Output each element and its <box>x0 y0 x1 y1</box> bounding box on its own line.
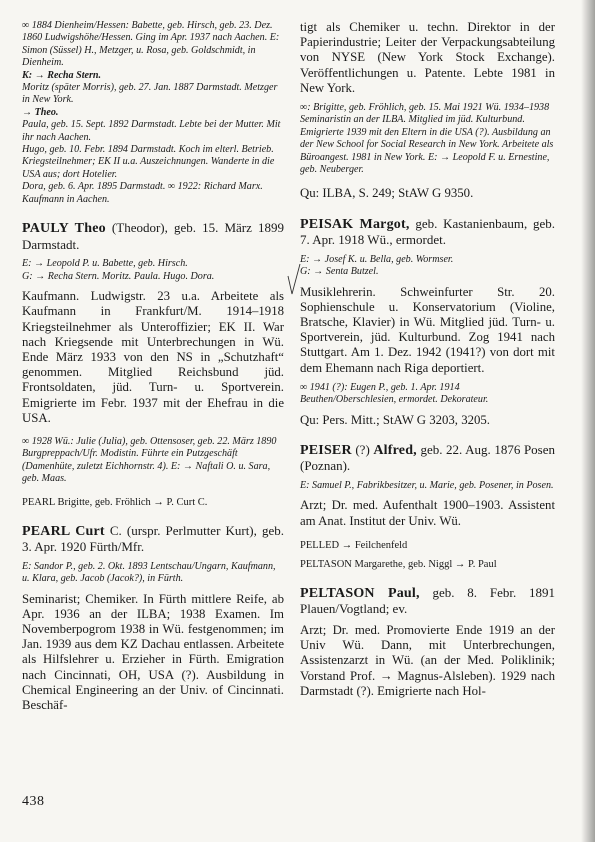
entry-body: Arzt; Dr. med. Promovierte Ende 1919 an der Univ Wü. Dann, mit Unterbrechungen, Assistenzarzt in Wü. (an der Med. Poliklinik; Vorstand Prof. → Magnus-Alsleben). 1929 nach Darmstadt (?). Emigrierte nach Hol- <box>300 623 555 698</box>
marriage-line: ∞ 1941 (?): Eugen P., geb. 1. Apr. 1914 Beuthen/Oberschlesien, ermordet. Dekorateur. <box>300 381 489 406</box>
entry-body: Arzt; Dr. med. Aufenthalt 1900–1903. Assistent am Anat. Institut der Univ. Wü. <box>300 498 555 528</box>
entry-dates: geb. Kastanienbaum, geb. 7. Apr. 1918 Wü., ermordet. <box>300 215 556 248</box>
entry-heading-pauly <box>22 220 284 252</box>
parents-line: E: → Leopold P. u. Babette, geb. Hirsch. <box>22 258 188 270</box>
child-theo: → Theo. <box>22 106 59 118</box>
child-dora: Dora, geb. 6. Apr. 1895 Darmstadt. ∞ 1922: Richard Marx. Kaufmann in Aachen. <box>22 181 263 205</box>
left-column <box>22 20 284 713</box>
siblings-line: G: → Senta Butzel. <box>300 266 379 278</box>
entry-body: Kaufmann. Ludwigstr. 23 u.a. Arbeitete als Kaufmann in Frankfurt/M. 1914–1918 Kriegsteilnehmer als Unteroffizier; EK II. War nach Kriegsende mit Unterbrechungen in Wü. Ende März 1933 von den NS in „Schutzhaft“ genommen. Mitglied Reichsbund jüd. Frontsoldaten, jüd. Turn- u. Sportverein. Emigrierte im Febr. 1937 mit der Ehefrau in die USA. <box>22 289 284 425</box>
child-hugo: Hugo, geb. 10. Febr. 1894 Darmstadt. Koch im elterl. Betrieb. Kriegsteilnehmer; EK II u.a. Auszeichnungen. Wanderte in die USA aus; dort Hotelier. <box>22 144 275 180</box>
entry-name: PAULY Theo <box>22 221 106 237</box>
parents-line: E: Sandor P., geb. 2. Okt. 1893 Lentschau/Ungarn, Kaufmann, u. Klara, geb. Jacob (Jacok?), in Fürth. <box>22 560 276 585</box>
entry-name: PEISAK Margot, <box>300 216 410 232</box>
source-line: Qu: Pers. Mitt.; StAW G 3203, 3205. <box>300 412 490 427</box>
right-column <box>300 20 555 699</box>
entry-heading-peiser <box>300 442 555 474</box>
source-line: Qu: ILBA, S. 249; StAW G 9350. <box>300 186 474 201</box>
entry-body: Seminarist; Chemiker. In Fürth mittlere Reife, ab Apr. 1936 an der ILBA; 1938 Examen. Im Novemberpogrom 1938 in Wü. festgenommen; im Jan. 1939 aus dem KZ Dachau entlassen. Arbeitete als Hilfslehrer u. Erzieher in Fürth. Emigration nach Cincinnati, OH, USA (?). Ausbildung in Chemical Engineering an der Univ. of Cincinnati. Beschäf- <box>22 591 284 712</box>
parents-line: E: Samuel P., Fabrikbesitzer, u. Marie, geb. Posener, in Posen. <box>300 480 554 492</box>
entry-dates: C. (urspr. Perlmutter Kurt), geb. 3. Apr. 1920 Fürth/Mfr. <box>22 522 284 555</box>
entry-given-name: Alfred, <box>373 442 417 458</box>
entry-note: (?) <box>351 441 374 457</box>
cross-reference: PELTASON Margarethe, geb. Niggl → P. Paul <box>300 558 497 570</box>
children-line: K: → Recha Stern. <box>22 69 102 81</box>
entry-heading-peisak <box>300 216 555 248</box>
child-moritz: Moritz (später Morris), geb. 27. Jan. 1887 Darmstadt. Metzger in New York. <box>22 82 278 106</box>
entry-body: Musiklehrerin. Schweinfurter Str. 20. Sophienschule u. Konservatorium (Violine, Bratsche, Klavier) in Wü. Mitglied jüd. Turn- u. Sportverein, jüd. Kulturbund. Zog 1941 nach Stuttgart. Am 1. Dez. 1942 (1941?) von dort mit dem Ehemann nach Riga deportiert. <box>300 284 555 375</box>
entry-name: PEARL Curt <box>22 523 105 539</box>
dienheim-marriage: ∞ 1884 Dienheim/Hessen: Babette, geb. Hirsch, geb. 23. Dez. 1860 Ludwigshöhe/Hessen. Ging im Apr. 1937 nach Aachen. E: Simon (Süssel) H., Metzger, u. Rosa, geb. Goldschmidt, in Dienheim. <box>22 20 280 69</box>
entry-name: PEISER <box>300 442 352 458</box>
entry-dates: (Theodor), geb. 15. März 1899 Darmstadt. <box>22 220 284 252</box>
entry-name: PELTASON Paul, <box>300 585 420 601</box>
siblings-line: G: → Recha Stern. Moritz. Paula. Hugo. Dora. <box>22 270 215 282</box>
handwritten-check-mark <box>286 262 302 296</box>
parents-line: E: → Josef K. u. Bella, geb. Wormser. <box>300 253 454 265</box>
entry-heading-peltason-paul <box>300 585 555 617</box>
child-paula: Paula, geb. 15. Sept. 1892 Darmstadt. Lebte bei der Mutter. Mit ihr nach Aachen. <box>22 119 281 143</box>
marriage-line: ∞: Brigitte, geb. Fröhlich, geb. 15. Mai 1921 Wü. 1934–1938 Seminaristin an der ILBA. Mitglied im jüd. Kulturbund. Emigrierte 1939 mit den Eltern in die USA (?). Ausbildung an der New School for Social Research in New York. Arbeitete als Büroangest. 1981 in New York. E: → Leopold F. u. Ernestine, geb. Neuberger. <box>300 102 554 176</box>
entry-body-continued: tigt als Chemiker u. techn. Direktor in der Papierindustrie; Leiter der Verpackungsabteilung von NYSE (New York Stock Exchange). Veröffentlichungen u. Patente. Lebte 1981 in New York. <box>300 20 555 95</box>
entry-dates: geb. 8. Febr. 1891 Plauen/Vogtland; ev. <box>300 584 555 617</box>
page-number: 438 <box>22 794 45 809</box>
entry-dates: geb. 22. Aug. 1876 Posen (Poznan). <box>300 441 555 474</box>
cross-reference: PELLED → Feilchenfeld <box>300 539 408 551</box>
entry-heading-pearl-curt <box>22 523 284 555</box>
cross-reference: PEARL Brigitte, geb. Fröhlich → P. Curt C. <box>22 496 208 508</box>
marriage-line: ∞ 1928 Wü.: Julie (Julia), geb. Ottensoser, geb. 22. März 1890 Burgpreppach/Ufr. Modistin. Führte ein Putzgeschäft (Damenhüte, zuletzt Eichhornstr. 4). E: → Naftali O. u. Sara, geb. Maas. <box>22 435 277 485</box>
page-edge-shadow <box>581 0 595 842</box>
